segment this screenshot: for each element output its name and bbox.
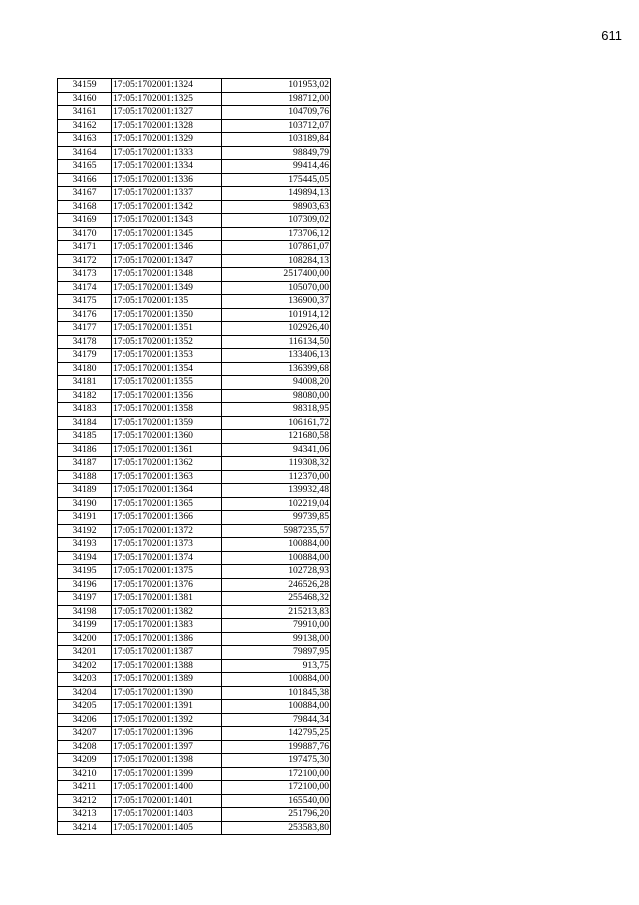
amount-cell: 215213,83 bbox=[222, 605, 331, 619]
table-row bbox=[58, 551, 331, 565]
table-row bbox=[58, 416, 331, 430]
row-number-cell: 34189 bbox=[58, 484, 112, 498]
table-row bbox=[58, 727, 331, 741]
cadastral-number-cell: 17:05:1702001:1392 bbox=[112, 713, 222, 727]
amount-cell: 94341,06 bbox=[222, 443, 331, 457]
row-number-cell: 34171 bbox=[58, 241, 112, 255]
amount-cell: 100884,00 bbox=[222, 700, 331, 714]
cadastral-number-cell: 17:05:1702001:1399 bbox=[112, 767, 222, 781]
table-row bbox=[58, 187, 331, 201]
table-row bbox=[58, 740, 331, 754]
table-row bbox=[58, 443, 331, 457]
cadastral-number-cell: 17:05:1702001:1360 bbox=[112, 430, 222, 444]
table-row bbox=[58, 92, 331, 106]
amount-cell: 246526,28 bbox=[222, 578, 331, 592]
row-number-cell: 34193 bbox=[58, 538, 112, 552]
data-table bbox=[57, 78, 331, 835]
cadastral-number-cell: 17:05:1702001:1334 bbox=[112, 160, 222, 174]
table-row bbox=[58, 646, 331, 660]
cadastral-number-cell: 17:05:1702001:1329 bbox=[112, 133, 222, 147]
table-row bbox=[58, 578, 331, 592]
row-number-cell: 34205 bbox=[58, 700, 112, 714]
table-row bbox=[58, 254, 331, 268]
amount-cell: 103712,07 bbox=[222, 119, 331, 133]
amount-cell: 913,75 bbox=[222, 659, 331, 673]
row-number-cell: 34169 bbox=[58, 214, 112, 228]
cadastral-number-cell: 17:05:1702001:1365 bbox=[112, 497, 222, 511]
cadastral-number-cell: 17:05:1702001:1391 bbox=[112, 700, 222, 714]
row-number-cell: 34214 bbox=[58, 821, 112, 835]
amount-cell: 79844,34 bbox=[222, 713, 331, 727]
amount-cell: 102219,04 bbox=[222, 497, 331, 511]
amount-cell: 108284,13 bbox=[222, 254, 331, 268]
row-number-cell: 34202 bbox=[58, 659, 112, 673]
amount-cell: 172100,00 bbox=[222, 781, 331, 795]
cadastral-number-cell: 17:05:1702001:1388 bbox=[112, 659, 222, 673]
cadastral-number-cell: 17:05:1702001:1382 bbox=[112, 605, 222, 619]
row-number-cell: 34200 bbox=[58, 632, 112, 646]
cadastral-number-cell: 17:05:1702001:1403 bbox=[112, 808, 222, 822]
row-number-cell: 34212 bbox=[58, 794, 112, 808]
amount-cell: 102728,93 bbox=[222, 565, 331, 579]
table-row bbox=[58, 335, 331, 349]
table-row bbox=[58, 808, 331, 822]
row-number-cell: 34196 bbox=[58, 578, 112, 592]
table-row bbox=[58, 241, 331, 255]
cadastral-number-cell: 17:05:1702001:1324 bbox=[112, 79, 222, 93]
amount-cell: 100884,00 bbox=[222, 673, 331, 687]
table-row bbox=[58, 79, 331, 93]
amount-cell: 100884,00 bbox=[222, 538, 331, 552]
table-row bbox=[58, 389, 331, 403]
cadastral-number-cell: 17:05:1702001:1337 bbox=[112, 187, 222, 201]
row-number-cell: 34159 bbox=[58, 79, 112, 93]
cadastral-number-cell: 17:05:1702001:1364 bbox=[112, 484, 222, 498]
table-row bbox=[58, 767, 331, 781]
table-row bbox=[58, 754, 331, 768]
amount-cell: 136900,37 bbox=[222, 295, 331, 309]
row-number-cell: 34178 bbox=[58, 335, 112, 349]
row-number-cell: 34198 bbox=[58, 605, 112, 619]
amount-cell: 2517400,00 bbox=[222, 268, 331, 282]
amount-cell: 199887,76 bbox=[222, 740, 331, 754]
amount-cell: 101845,38 bbox=[222, 686, 331, 700]
cadastral-number-cell: 17:05:1702001:1389 bbox=[112, 673, 222, 687]
amount-cell: 98080,00 bbox=[222, 389, 331, 403]
cadastral-number-cell: 17:05:1702001:1401 bbox=[112, 794, 222, 808]
cadastral-number-cell: 17:05:1702001:1366 bbox=[112, 511, 222, 525]
cadastral-number-cell: 17:05:1702001:1363 bbox=[112, 470, 222, 484]
row-number-cell: 34197 bbox=[58, 592, 112, 606]
cadastral-number-cell: 17:05:1702001:1383 bbox=[112, 619, 222, 633]
row-number-cell: 34207 bbox=[58, 727, 112, 741]
table-row bbox=[58, 700, 331, 714]
row-number-cell: 34190 bbox=[58, 497, 112, 511]
cadastral-number-cell: 17:05:1702001:1325 bbox=[112, 92, 222, 106]
row-number-cell: 34195 bbox=[58, 565, 112, 579]
table-row bbox=[58, 214, 331, 228]
amount-cell: 121680,58 bbox=[222, 430, 331, 444]
row-number-cell: 34213 bbox=[58, 808, 112, 822]
row-number-cell: 34208 bbox=[58, 740, 112, 754]
amount-cell: 102926,40 bbox=[222, 322, 331, 336]
row-number-cell: 34188 bbox=[58, 470, 112, 484]
cadastral-number-cell: 17:05:1702001:1355 bbox=[112, 376, 222, 390]
cadastral-number-cell: 17:05:1702001:1336 bbox=[112, 173, 222, 187]
table-row bbox=[58, 160, 331, 174]
cadastral-number-cell: 17:05:1702001:1333 bbox=[112, 146, 222, 160]
cadastral-number-cell: 17:05:1702001:1359 bbox=[112, 416, 222, 430]
row-number-cell: 34182 bbox=[58, 389, 112, 403]
row-number-cell: 34185 bbox=[58, 430, 112, 444]
cadastral-number-cell: 17:05:1702001:1386 bbox=[112, 632, 222, 646]
table-row bbox=[58, 619, 331, 633]
cadastral-number-cell: 17:05:1702001:1362 bbox=[112, 457, 222, 471]
cadastral-number-cell: 17:05:1702001:1345 bbox=[112, 227, 222, 241]
cadastral-number-cell: 17:05:1702001:1397 bbox=[112, 740, 222, 754]
amount-cell: 251796,20 bbox=[222, 808, 331, 822]
table-row bbox=[58, 470, 331, 484]
table-row bbox=[58, 794, 331, 808]
amount-cell: 104709,76 bbox=[222, 106, 331, 120]
cadastral-number-cell: 17:05:1702001:1358 bbox=[112, 403, 222, 417]
cadastral-number-cell: 17:05:1702001:1381 bbox=[112, 592, 222, 606]
row-number-cell: 34166 bbox=[58, 173, 112, 187]
table-row bbox=[58, 430, 331, 444]
amount-cell: 119308,32 bbox=[222, 457, 331, 471]
table-row bbox=[58, 106, 331, 120]
amount-cell: 100884,00 bbox=[222, 551, 331, 565]
table-row bbox=[58, 484, 331, 498]
table-row bbox=[58, 632, 331, 646]
row-number-cell: 34209 bbox=[58, 754, 112, 768]
table-body bbox=[58, 79, 331, 835]
table-row bbox=[58, 322, 331, 336]
table-row bbox=[58, 821, 331, 835]
cadastral-number-cell: 17:05:1702001:1396 bbox=[112, 727, 222, 741]
row-number-cell: 34165 bbox=[58, 160, 112, 174]
cadastral-number-cell: 17:05:1702001:1373 bbox=[112, 538, 222, 552]
row-number-cell: 34167 bbox=[58, 187, 112, 201]
page-number: 611 bbox=[601, 28, 622, 43]
table-row bbox=[58, 673, 331, 687]
row-number-cell: 34180 bbox=[58, 362, 112, 376]
row-number-cell: 34194 bbox=[58, 551, 112, 565]
amount-cell: 136399,68 bbox=[222, 362, 331, 376]
table-row bbox=[58, 227, 331, 241]
table-row bbox=[58, 781, 331, 795]
cadastral-number-cell: 17:05:1702001:1405 bbox=[112, 821, 222, 835]
amount-cell: 173706,12 bbox=[222, 227, 331, 241]
amount-cell: 79910,00 bbox=[222, 619, 331, 633]
amount-cell: 98903,63 bbox=[222, 200, 331, 214]
row-number-cell: 34163 bbox=[58, 133, 112, 147]
row-number-cell: 34201 bbox=[58, 646, 112, 660]
table-row bbox=[58, 686, 331, 700]
table-row bbox=[58, 376, 331, 390]
cadastral-number-cell: 17:05:1702001:1350 bbox=[112, 308, 222, 322]
amount-cell: 105070,00 bbox=[222, 281, 331, 295]
row-number-cell: 34164 bbox=[58, 146, 112, 160]
table-row bbox=[58, 659, 331, 673]
cadastral-number-cell: 17:05:1702001:1328 bbox=[112, 119, 222, 133]
table-row bbox=[58, 173, 331, 187]
amount-cell: 99739,85 bbox=[222, 511, 331, 525]
cadastral-number-cell: 17:05:1702001:1342 bbox=[112, 200, 222, 214]
row-number-cell: 34210 bbox=[58, 767, 112, 781]
amount-cell: 101953,02 bbox=[222, 79, 331, 93]
cadastral-number-cell: 17:05:1702001:1400 bbox=[112, 781, 222, 795]
amount-cell: 133406,13 bbox=[222, 349, 331, 363]
row-number-cell: 34206 bbox=[58, 713, 112, 727]
table-row bbox=[58, 538, 331, 552]
row-number-cell: 34181 bbox=[58, 376, 112, 390]
cadastral-number-cell: 17:05:1702001:1374 bbox=[112, 551, 222, 565]
row-number-cell: 34177 bbox=[58, 322, 112, 336]
amount-cell: 175445,05 bbox=[222, 173, 331, 187]
cadastral-number-cell: 17:05:1702001:1351 bbox=[112, 322, 222, 336]
amount-cell: 5987235,57 bbox=[222, 524, 331, 538]
table-row bbox=[58, 565, 331, 579]
amount-cell: 94008,20 bbox=[222, 376, 331, 390]
amount-cell: 79897,95 bbox=[222, 646, 331, 660]
table-row bbox=[58, 713, 331, 727]
row-number-cell: 34174 bbox=[58, 281, 112, 295]
amount-cell: 107309,02 bbox=[222, 214, 331, 228]
table-row bbox=[58, 200, 331, 214]
amount-cell: 103189,84 bbox=[222, 133, 331, 147]
row-number-cell: 34186 bbox=[58, 443, 112, 457]
row-number-cell: 34160 bbox=[58, 92, 112, 106]
cadastral-number-cell: 17:05:1702001:1354 bbox=[112, 362, 222, 376]
amount-cell: 172100,00 bbox=[222, 767, 331, 781]
cadastral-number-cell: 17:05:1702001:1375 bbox=[112, 565, 222, 579]
table-row bbox=[58, 146, 331, 160]
cadastral-number-cell: 17:05:1702001:1352 bbox=[112, 335, 222, 349]
amount-cell: 101914,12 bbox=[222, 308, 331, 322]
row-number-cell: 34172 bbox=[58, 254, 112, 268]
amount-cell: 112370,00 bbox=[222, 470, 331, 484]
amount-cell: 149894,13 bbox=[222, 187, 331, 201]
amount-cell: 99138,00 bbox=[222, 632, 331, 646]
amount-cell: 98849,79 bbox=[222, 146, 331, 160]
row-number-cell: 34176 bbox=[58, 308, 112, 322]
cadastral-number-cell: 17:05:1702001:1327 bbox=[112, 106, 222, 120]
table-row bbox=[58, 403, 331, 417]
amount-cell: 198712,00 bbox=[222, 92, 331, 106]
row-number-cell: 34170 bbox=[58, 227, 112, 241]
cadastral-number-cell: 17:05:1702001:1398 bbox=[112, 754, 222, 768]
row-number-cell: 34211 bbox=[58, 781, 112, 795]
table-row bbox=[58, 133, 331, 147]
table-row bbox=[58, 457, 331, 471]
row-number-cell: 34168 bbox=[58, 200, 112, 214]
table-row bbox=[58, 511, 331, 525]
cadastral-number-cell: 17:05:1702001:1343 bbox=[112, 214, 222, 228]
cadastral-number-cell: 17:05:1702001:1390 bbox=[112, 686, 222, 700]
table-row bbox=[58, 308, 331, 322]
table-row bbox=[58, 592, 331, 606]
amount-cell: 253583,80 bbox=[222, 821, 331, 835]
row-number-cell: 34192 bbox=[58, 524, 112, 538]
amount-cell: 142795,25 bbox=[222, 727, 331, 741]
row-number-cell: 34183 bbox=[58, 403, 112, 417]
amount-cell: 139932,48 bbox=[222, 484, 331, 498]
cadastral-number-cell: 17:05:1702001:1356 bbox=[112, 389, 222, 403]
cadastral-number-cell: 17:05:1702001:1353 bbox=[112, 349, 222, 363]
row-number-cell: 34173 bbox=[58, 268, 112, 282]
table-row bbox=[58, 497, 331, 511]
amount-cell: 165540,00 bbox=[222, 794, 331, 808]
row-number-cell: 34204 bbox=[58, 686, 112, 700]
amount-cell: 255468,32 bbox=[222, 592, 331, 606]
cadastral-number-cell: 17:05:1702001:1372 bbox=[112, 524, 222, 538]
row-number-cell: 34191 bbox=[58, 511, 112, 525]
table-row bbox=[58, 268, 331, 282]
table-row bbox=[58, 281, 331, 295]
cadastral-number-cell: 17:05:1702001:1349 bbox=[112, 281, 222, 295]
amount-cell: 106161,72 bbox=[222, 416, 331, 430]
table-row bbox=[58, 349, 331, 363]
row-number-cell: 34187 bbox=[58, 457, 112, 471]
table-row bbox=[58, 119, 331, 133]
table-row bbox=[58, 605, 331, 619]
table-row bbox=[58, 295, 331, 309]
row-number-cell: 34161 bbox=[58, 106, 112, 120]
row-number-cell: 34203 bbox=[58, 673, 112, 687]
cadastral-number-cell: 17:05:1702001:1361 bbox=[112, 443, 222, 457]
row-number-cell: 34162 bbox=[58, 119, 112, 133]
row-number-cell: 34184 bbox=[58, 416, 112, 430]
table-row bbox=[58, 524, 331, 538]
row-number-cell: 34199 bbox=[58, 619, 112, 633]
cadastral-number-cell: 17:05:1702001:1347 bbox=[112, 254, 222, 268]
cadastral-number-cell: 17:05:1702001:1387 bbox=[112, 646, 222, 660]
row-number-cell: 34179 bbox=[58, 349, 112, 363]
cadastral-number-cell: 17:05:1702001:135 bbox=[112, 295, 222, 309]
amount-cell: 197475,30 bbox=[222, 754, 331, 768]
amount-cell: 98318,95 bbox=[222, 403, 331, 417]
cadastral-number-cell: 17:05:1702001:1348 bbox=[112, 268, 222, 282]
row-number-cell: 34175 bbox=[58, 295, 112, 309]
amount-cell: 99414,46 bbox=[222, 160, 331, 174]
amount-cell: 107861,07 bbox=[222, 241, 331, 255]
cadastral-number-cell: 17:05:1702001:1346 bbox=[112, 241, 222, 255]
amount-cell: 116134,50 bbox=[222, 335, 331, 349]
cadastral-number-cell: 17:05:1702001:1376 bbox=[112, 578, 222, 592]
table-row bbox=[58, 362, 331, 376]
